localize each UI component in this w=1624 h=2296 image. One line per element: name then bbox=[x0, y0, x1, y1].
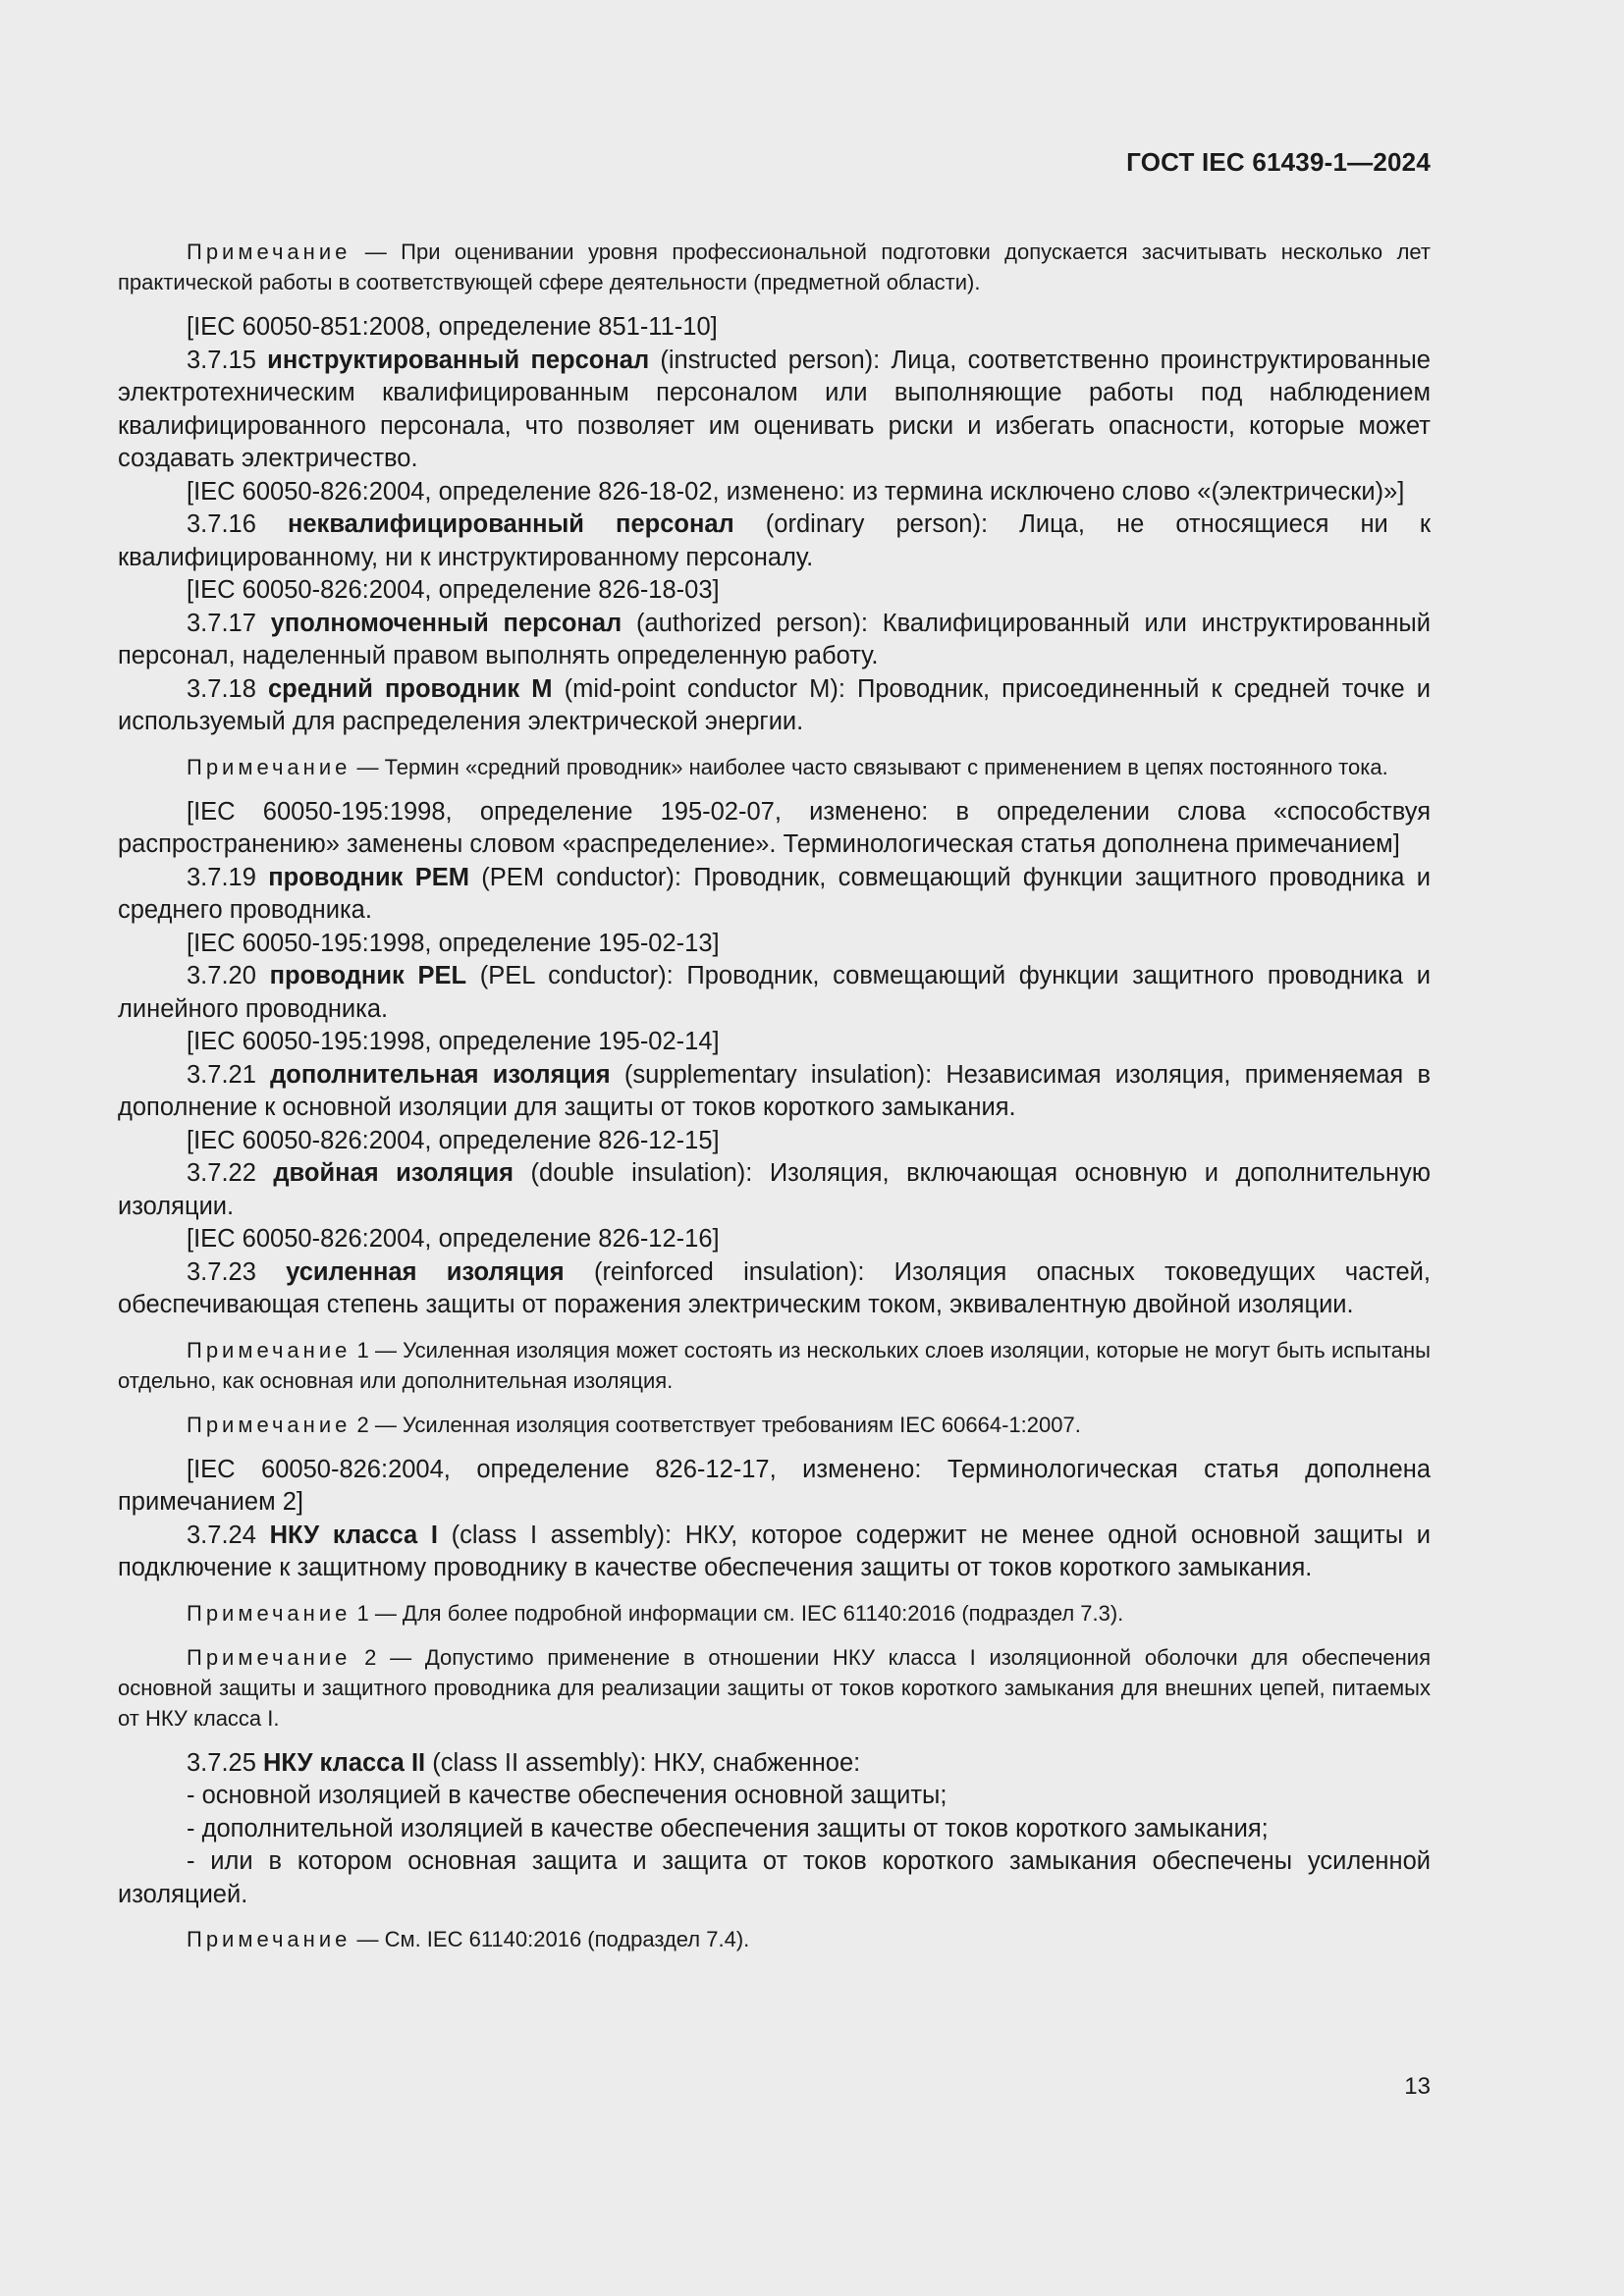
reference-paragraph: - или в котором основная защита и защита от токов короткого замыкания обеспечены усиленной изоляцией. bbox=[118, 1847, 1431, 1908]
note-label: Примечание bbox=[187, 1600, 352, 1626]
term-number: 3.7.20 bbox=[187, 962, 270, 989]
term-text: (class II assembly): НКУ, снабженное: bbox=[425, 1748, 861, 1777]
term-number: 3.7.24 bbox=[187, 1521, 270, 1549]
note-text: — Для более подробной информации см. IEC 61140:2016 (подраздел 7.3). bbox=[368, 1600, 1124, 1626]
term-text: (double insulation): Изоляция, включающая основную и дополнительную изоляции. bbox=[118, 1159, 1432, 1220]
term-definition bbox=[118, 1157, 1431, 1223]
term-definition bbox=[118, 345, 1431, 476]
term-text: (class I assembly): НКУ, которое содержит не менее одной основной защиты и подключение к защитному проводнику в качестве обеспечения защиты от токов короткого замыкания. bbox=[118, 1521, 1432, 1581]
term-name: проводник PEL bbox=[269, 962, 467, 989]
document-body bbox=[118, 224, 1431, 1968]
term-number: 3.7.15 bbox=[187, 346, 268, 374]
document-code: ГОСТ IEC 61439-1—2024 bbox=[1126, 147, 1431, 177]
term-number: 3.7.23 bbox=[187, 1257, 287, 1286]
reference-paragraph: [IEC 60050-826:2004, определение 826-18-03] bbox=[187, 576, 720, 604]
note-paragraph bbox=[118, 1410, 1431, 1440]
reference-paragraph: [IEC 60050-195:1998, определение 195-02-14] bbox=[187, 1028, 720, 1055]
term-name: дополнительная изоляция bbox=[270, 1060, 611, 1089]
term-name: НКУ класса II bbox=[262, 1748, 426, 1777]
term-definition bbox=[118, 608, 1431, 673]
term-text: (PEM conductor): Проводник, совмещающий функции защитного проводника и среднего проводника. bbox=[118, 863, 1431, 924]
term-name: усиленная изоляция bbox=[286, 1257, 565, 1286]
note-text: — Усиленная изоляция может состоять из нескольких слоев изоляции, которые не могут быть испытаны отдельно, как основная или дополнительная изоляция. bbox=[118, 1337, 1431, 1393]
term-name: средний проводник М bbox=[268, 674, 553, 703]
term-definition bbox=[118, 673, 1431, 739]
term-definition bbox=[118, 1520, 1431, 1585]
term-name: инструктированный персонал bbox=[267, 346, 650, 374]
term-name: проводник PEM bbox=[268, 863, 469, 891]
note-label: Примечание bbox=[187, 1644, 352, 1670]
note-text: — Допустимо применение в отношении НКУ класса I изоляционной оболочки для обеспечения основной защиты и защитного проводника для реализации защиты от токов короткого замыкания для внешних цепей, питаемых от НКУ класса I. bbox=[118, 1644, 1431, 1731]
reference-paragraph: [IEC 60050-195:1998, определение 195-02-13] bbox=[187, 929, 720, 957]
note-label: Примечание bbox=[187, 754, 352, 779]
note-number: 1 bbox=[351, 1600, 369, 1626]
term-definition bbox=[118, 960, 1431, 1026]
note-label: Примечание bbox=[187, 1337, 352, 1362]
term-text: (authorized person): Квалифицированный или инструктированный персонал, наделенный правом выполнять определенную работу. bbox=[118, 609, 1431, 669]
term-definition bbox=[118, 1059, 1431, 1125]
reference-paragraph: - дополнительной изоляцией в качестве обеспечения защиты от токов короткого замыкания; bbox=[187, 1814, 1269, 1842]
term-definition bbox=[118, 862, 1431, 928]
term-definition bbox=[118, 1256, 1431, 1322]
reference-paragraph: [IEC 60050-826:2004, определение 826-12-16] bbox=[187, 1225, 720, 1253]
note-paragraph bbox=[118, 1924, 1431, 1954]
term-definition bbox=[118, 1747, 1431, 1781]
term-text: (instructed person): Лица, соответственно проинструктированные электротехническим квалифицированным персоналом или выполняющие работы под наблюдением квалифицированного персонала, что позволяет им оценивать риски и избегать опасности, которые может создавать электричество. bbox=[118, 346, 1431, 472]
reference-paragraph: [IEC 60050-826:2004, определение 826-12-15] bbox=[187, 1126, 720, 1154]
term-name: уполномоченный персонал bbox=[270, 609, 623, 637]
note-paragraph bbox=[118, 1335, 1431, 1396]
term-number: 3.7.21 bbox=[187, 1060, 271, 1089]
term-text: (mid-point conductor M): Проводник, присоединенный к средней точке и используемый для распределения электрической энергии. bbox=[118, 674, 1431, 735]
reference-paragraph: [IEC 60050-826:2004, определение 826-18-02, изменено: из термина исключено слово «(электрически)»] bbox=[187, 477, 1405, 506]
term-name: неквалифицированный персонал bbox=[287, 510, 734, 538]
term-number: 3.7.16 bbox=[187, 510, 288, 538]
reference-paragraph: [IEC 60050-195:1998, определение 195-02-07, изменено: в определении слова «способствуя распространению» заменены словом «распределение». Терминологическая статья дополнена примечанием] bbox=[118, 797, 1431, 858]
term-name: НКУ класса I bbox=[269, 1521, 438, 1549]
note-text: — При оценивании уровня профессиональной подготовки допускается засчитывать несколько лет практической работы в соответствующей сфере деятельности (предметной области). bbox=[118, 240, 1431, 294]
term-text: (reinforced insulation): Изоляция опасных токоведущих частей, обеспечивающая степень защиты от поражения электрическим током, эквивалентную двойной изоляции. bbox=[118, 1257, 1431, 1318]
reference-paragraph: - основной изоляцией в качестве обеспечения основной защиты; bbox=[187, 1782, 947, 1809]
note-paragraph bbox=[118, 237, 1431, 297]
term-name: двойная изоляция bbox=[273, 1159, 514, 1187]
note-paragraph bbox=[118, 1642, 1431, 1734]
reference-paragraph: [IEC 60050-851:2008, определение 851-11-10] bbox=[187, 313, 718, 341]
term-number: 3.7.19 bbox=[187, 863, 269, 891]
note-label: Примечание bbox=[187, 1412, 352, 1437]
note-paragraph bbox=[118, 752, 1431, 782]
note-paragraph bbox=[118, 1598, 1431, 1629]
note-number: 2 bbox=[351, 1644, 377, 1670]
term-number: 3.7.25 bbox=[187, 1748, 263, 1777]
note-number: 1 bbox=[351, 1337, 369, 1362]
page-number: 13 bbox=[1404, 2073, 1431, 2100]
reference-paragraph: [IEC 60050-826:2004, определение 826-12-17, изменено: Терминологическая статья дополнена примечанием 2] bbox=[118, 1455, 1431, 1516]
term-number: 3.7.17 bbox=[187, 609, 271, 637]
term-definition bbox=[118, 508, 1431, 574]
term-text: (supplementary insulation): Независимая изоляция, применяемая в дополнение к основной изоляции для защиты от токов короткого замыкания. bbox=[118, 1060, 1431, 1121]
note-text: — Термин «средний проводник» наиболее часто связывают с применением в цепях постоянного тока. bbox=[351, 754, 1388, 779]
term-number: 3.7.22 bbox=[187, 1159, 274, 1187]
note-label: Примечание bbox=[187, 240, 352, 264]
note-text: — См. IEC 61140:2016 (подраздел 7.4). bbox=[351, 1927, 750, 1951]
note-text: — Усиленная изоляция соответствует требованиям IEC 60664-1:2007. bbox=[368, 1412, 1081, 1437]
term-number: 3.7.18 bbox=[187, 674, 268, 703]
note-number: 2 bbox=[351, 1412, 369, 1437]
term-text: (ordinary person): Лица, не относящиеся ни к квалифицированному, ни к инструктированному персоналу. bbox=[118, 510, 1431, 571]
note-label: Примечание bbox=[187, 1927, 352, 1951]
term-text: (PEL conductor): Проводник, совмещающий функции защитного проводника и линейного проводника. bbox=[118, 962, 1431, 1023]
